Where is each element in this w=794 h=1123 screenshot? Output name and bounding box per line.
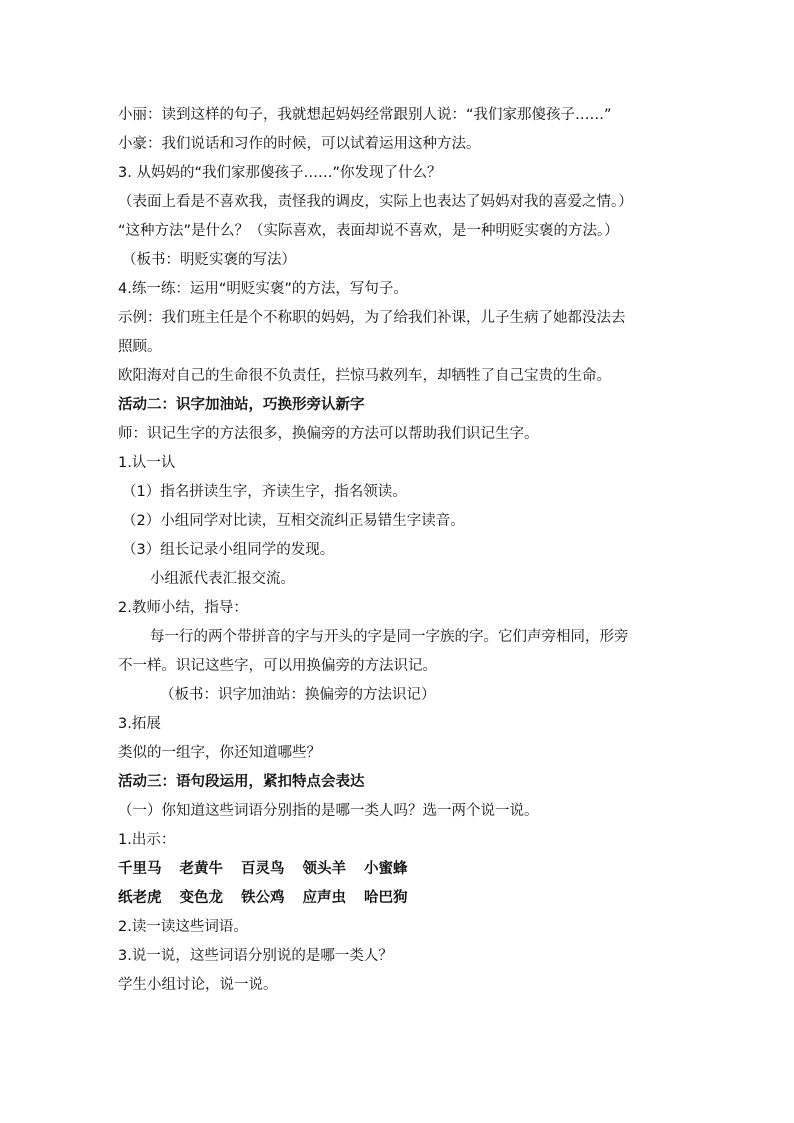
practice-heading: 4.练一练：运用“明贬实褒”的方法，写句子。 [118,281,408,297]
word-item: 变色龙 [179,890,223,906]
blackboard-note-2: （板书：识字加油站：换偏旁的方法识记） [160,687,436,703]
part-1-prompt: （一）你知道这些词语分别指的是哪一类人吗？选一两个说一说。 [118,803,539,819]
read-words-step: 2.读一读这些词语。 [118,919,248,935]
word-item: 小蜜蜂 [364,861,408,877]
step-1-item-3: （3）组长记录小组同学的发现。 [122,542,335,558]
word-item: 老黄牛 [179,861,223,877]
group-discussion: 学生小组讨论，说一说。 [118,977,278,993]
teacher-line: 师：识记生字的方法很多，换偏旁的方法可以帮助我们识记生字。 [118,426,539,442]
dialogue-xiaohao: 小豪：我们说话和习作的时候，可以试着运用这种方法。 [118,136,481,152]
answer-note: （表面上看是不喜欢我，责怪我的调皮，实际上也表达了妈妈对我的喜爱之情。） [118,194,633,210]
step-2-heading: 2.教师小结，指导： [118,600,248,616]
word-item: 千里马 [118,861,162,877]
activity-3-heading: 活动三：语句段运用，紧扣特点会表达 [118,774,365,790]
step-1-item-2: （2）小组同学对比读，互相交流纠正易错生字读音。 [122,513,465,529]
word-item: 领头羊 [302,861,346,877]
show-heading: 1.出示： [118,832,176,848]
step-1-heading: 1.认一认 [118,455,176,471]
example-line-3: 欧阳海对自己的生命很不负责任，拦惊马救列车，却牺牲了自己宝贵的生命。 [118,368,611,384]
step-1-item-1: （1）指名拼读生字，齐读生字，指名领读。 [122,484,407,500]
step-3-heading: 3.拓展 [118,716,161,732]
word-item: 纸老虎 [118,890,162,906]
word-item: 铁公鸡 [241,890,285,906]
group-report: 小组派代表汇报交流。 [150,571,295,587]
dialogue-xiaoli: 小丽：读到这样的句子，我就想起妈妈经常跟别人说：“我们家那傻孩子……” [118,107,612,123]
activity-2-heading: 活动二：识字加油站，巧换形旁认新字 [118,397,365,413]
extension-question: 类似的一组字，你还知道哪些？ [118,745,321,761]
word-item: 百灵鸟 [241,861,285,877]
document-body [118,101,678,1000]
summary-line-1: 每一行的两个带拼音的字与开头的字是同一字族的字。它们声旁相同，形旁 [150,629,629,645]
blackboard-note-1: （板书：明贬实褒的写法） [122,252,296,268]
example-line-1: 示例：我们班主任是个不称职的妈妈，为了给我们补课，儿子生病了她都没法去 [118,310,626,326]
word-row-2 [118,884,678,913]
method-question: “这种方法”是什么？（实际喜欢，表面却说不喜欢，是一种明贬实褒的方法。） [118,223,619,239]
word-item: 应声虫 [302,890,346,906]
question-3: 3. 从妈妈的“我们家那傻孩子……”你发现了什么？ [118,165,442,181]
word-row-1 [118,855,678,884]
example-line-2: 照顾。 [118,339,162,355]
say-words-step: 3.说一说，这些词语分别说的是哪一类人？ [118,948,393,964]
summary-line-2: 不一样。识记这些字，可以用换偏旁的方法识记。 [118,658,437,674]
word-item: 哈巴狗 [364,890,408,906]
